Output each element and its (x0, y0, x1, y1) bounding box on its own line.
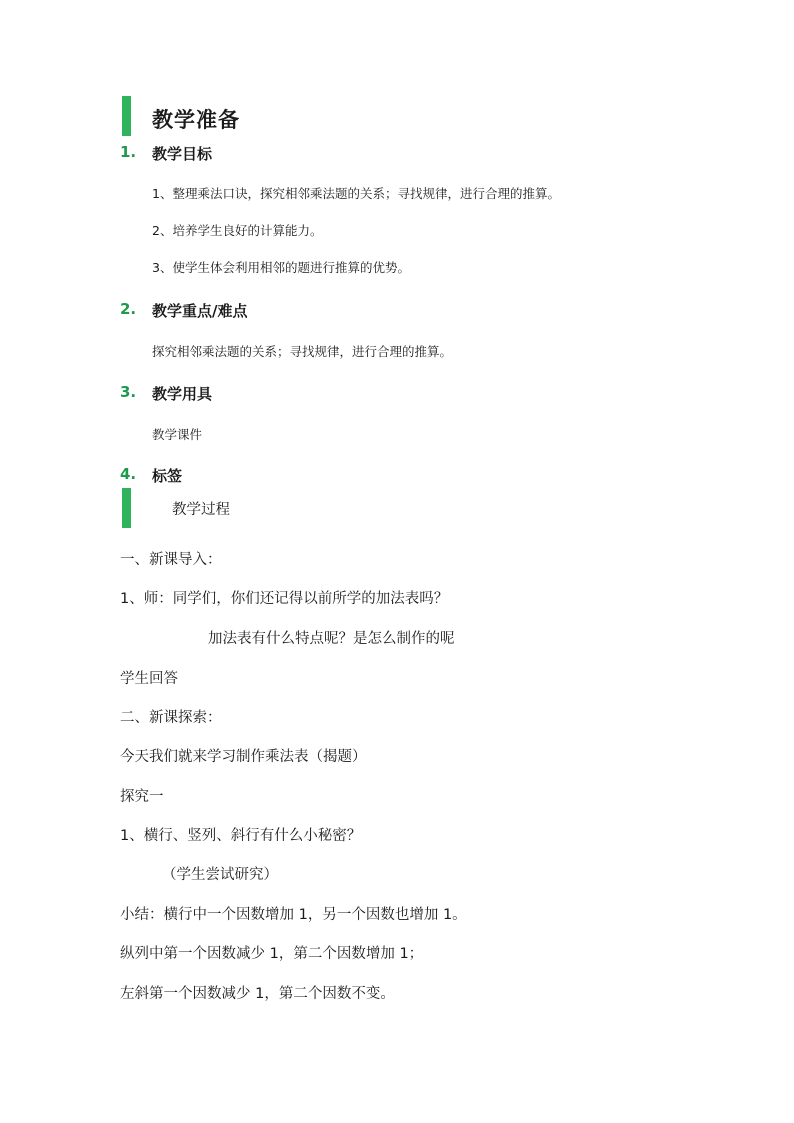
process-line: （学生尝试研究） (162, 867, 278, 883)
section-title: 标签 (152, 467, 183, 485)
process-line: 探究一 (120, 789, 164, 805)
process-line: 1、师：同学们，你们还记得以前所学的加法表吗？ (120, 591, 449, 607)
section-number: 2. (120, 300, 137, 318)
process-line: 加法表有什么特点呢？是怎么制作的呢 (208, 631, 455, 647)
key-point-text: 探究相邻乘法题的关系；寻找规律，进行合理的推算。 (152, 344, 453, 359)
objective-item: 2、培养学生良好的计算能力。 (152, 223, 323, 238)
process-line: 小结：横行中一个因数增加 1，另一个因数也增加 1。 (120, 907, 467, 923)
section-number: 1. (120, 143, 137, 161)
process-line: 一、新课导入： (120, 552, 222, 568)
section-number: 4. (120, 465, 137, 483)
process-line: 1、横行、竖列、斜行有什么小秘密？ (120, 828, 362, 844)
section-accent-bar (122, 488, 131, 528)
objective-item: 1、整理乘法口诀，探究相邻乘法题的关系；寻找规律，进行合理的推算。 (152, 186, 560, 201)
process-line: 学生回答 (120, 671, 178, 687)
objective-item: 3、使学生体会利用相邻的题进行推算的优势。 (152, 260, 410, 275)
process-title: 教学过程 (172, 502, 230, 518)
section-number: 3. (120, 383, 137, 401)
tools-text: 教学课件 (152, 427, 203, 442)
page-title: 教学准备 (152, 108, 240, 132)
section-title: 教学重点/难点 (152, 302, 248, 320)
process-line: 左斜第一个因数减少 1，第二个因数不变。 (120, 986, 395, 1002)
section-accent-bar (122, 96, 131, 136)
section-title: 教学目标 (152, 145, 213, 163)
process-line: 今天我们就来学习制作乘法表（揭题） (120, 749, 367, 765)
process-line: 二、新课探索： (120, 710, 222, 726)
process-line: 纵列中第一个因数减少 1，第二个因数增加 1； (120, 946, 424, 962)
section-title: 教学用具 (152, 385, 213, 403)
